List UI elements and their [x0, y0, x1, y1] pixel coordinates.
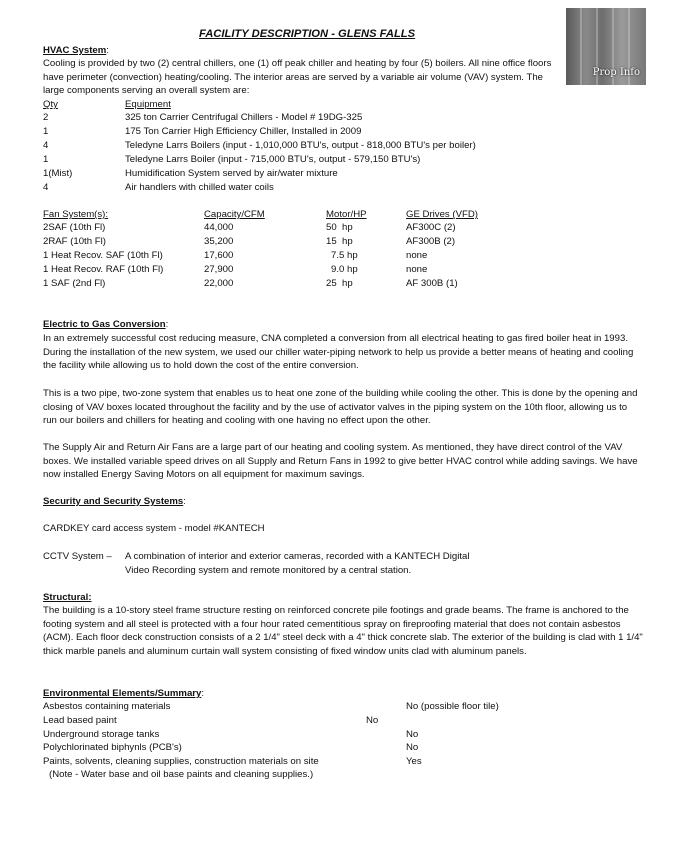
equipment-desc: 175 Ton Carrier High Efficiency Chiller, Installed in 2009	[125, 126, 362, 137]
structural-text: The building is a 10-story steel frame structure resting on reinforced concrete pile footings and grade beams. The frame is anchored to the footing system and all steel is protected with a four hour rated cementitious spray on fireproofing material that does not contain asbestos (ACM). Each floor deck construction consists of a 2 1/4" steel deck with a 4" thick concrete slab. The exterior of the building is clad with 1 1/4" thick marble panels and aluminum curtain wall system consisting of fixed window units clad with aluminum panels.	[43, 605, 643, 657]
property-photo[interactable]	[566, 8, 646, 85]
fan-drive: AF300B (2)	[406, 236, 456, 247]
electric-heading: Electric to Gas Conversion:	[43, 319, 169, 330]
env-item-value: No	[406, 729, 419, 740]
electric-paragraph-1: In an extremely successful cost reducing measure, CNA completed a conversion from all electrical heating to gas fired boiler heat in 1993. During the installation of the new system, we used our chiller water-piping network to help us provide a better means of heating and cooling the facility while allowing us to hold down the cost of the entire conversion.	[43, 333, 634, 371]
equipment-qty: 2	[43, 112, 49, 123]
fan-drive: none	[406, 250, 428, 261]
fan-motor: 15 hp	[326, 236, 353, 247]
motor-header: Motor/HP	[326, 209, 367, 220]
fan-system: 1 Heat Recov. RAF (10th Fl)	[43, 264, 164, 275]
env-item-label: Lead based paint	[43, 715, 117, 726]
hvac-heading: HVAC System:	[43, 45, 109, 56]
equipment-qty: 1	[43, 126, 49, 137]
equipment-qty: 4	[43, 140, 49, 151]
equipment-desc: Air handlers with chilled water coils	[125, 182, 274, 193]
env-item-value: No	[406, 742, 419, 753]
equipment-desc: Teledyne Larrs Boiler (input - 715,000 BTU's, output - 579,150 BTU's)	[125, 154, 421, 165]
fan-drive: AF300C (2)	[406, 222, 456, 233]
capacity-header: Capacity/CFM	[204, 209, 265, 220]
fan-system: 1 Heat Recov. SAF (10th Fl)	[43, 250, 163, 261]
env-note: (Note - Water base and oil base paints and cleaning supplies.)	[49, 769, 314, 780]
fan-capacity: 22,000	[204, 278, 234, 289]
equipment-desc: Humidification System served by air/water mixture	[125, 168, 338, 179]
cctv-line-1: A combination of interior and exterior cameras, recorded with a KANTECH Digital	[125, 551, 470, 562]
structural-heading: Structural:	[43, 592, 92, 603]
cardkey-text: CARDKEY card access system - model #KANTECH	[43, 523, 265, 534]
fan-drive: none	[406, 264, 428, 275]
cctv-label: CCTV System –	[43, 551, 112, 562]
env-item-value: Yes	[406, 756, 422, 767]
fan-motor: 50 hp	[326, 222, 353, 233]
fan-capacity: 27,900	[204, 264, 234, 275]
hvac-intro: Cooling is provided by two (2) central chillers, one (1) off peak chiller and heating by four (5) boilers. All nine office floors have perimeter (convection) heating/cooling. The interior areas are served by a variable air volume (VAV) system. The large components serving an overall system are:	[43, 58, 552, 96]
equipment-desc: Teledyne Larrs Boilers (input - 1,010,000 BTU's, output - 818,000 BTU's per boiler)	[125, 140, 476, 151]
cctv-line-2: Video Recording system and remote monitored by a central station.	[125, 565, 412, 576]
env-item-label: Underground storage tanks	[43, 729, 160, 740]
fan-system-header: Fan System(s):	[43, 209, 109, 220]
fan-motor: 25 hp	[326, 278, 353, 289]
fan-system: 1 SAF (2nd Fl)	[43, 278, 106, 289]
fan-capacity: 44,000	[204, 222, 234, 233]
environmental-heading: Environmental Elements/Summary:	[43, 688, 205, 699]
fan-capacity: 35,200	[204, 236, 234, 247]
page-title: FACILITY DESCRIPTION - GLENS FALLS	[199, 28, 416, 40]
fan-motor: 9.0 hp	[331, 264, 358, 275]
drives-header: GE Drives (VFD)	[406, 209, 478, 220]
fan-drive: AF 300B (1)	[406, 278, 458, 289]
env-item-value: No	[366, 715, 379, 726]
fan-capacity: 17,600	[204, 250, 234, 261]
fan-system: 2SAF (10th Fl)	[43, 222, 106, 233]
equipment-qty: 1(Mist)	[43, 168, 73, 179]
equipment-qty: 1	[43, 154, 49, 165]
fan-system: 2RAF (10th Fl)	[43, 236, 106, 247]
equipment-header: Equipment	[125, 99, 171, 110]
env-item-label: Paints, solvents, cleaning supplies, construction materials on site	[43, 756, 319, 767]
qty-header: Qty	[43, 99, 58, 110]
env-item-label: Polychlorinated biphynls (PCB's)	[43, 742, 182, 753]
electric-paragraph-2: This is a two pipe, two-zone system that enables us to heat one zone of the building while cooling the other. This is done by the opening and closing of VAV boxes located throughout the facility and by the use of activator valves in the piping system on the 10th floor, allowing us to run our boilers and chillers for heating and cooling with one having no effect upon the other.	[43, 388, 638, 426]
electric-paragraph-3: The Supply Air and Return Air Fans are a large part of our heating and cooling system. As mentioned, they have direct control of the VAV boxes. We installed variable speed drives on all Supply and Return Fans in 1992 to give better HVAC control while adding savings. We have now installed Energy Saving Motors on all equipment for maximum savings.	[43, 442, 638, 480]
photo-label: Prop Info	[592, 66, 640, 78]
env-item-value: No (possible floor tile)	[406, 701, 499, 712]
security-heading: Security and Security Systems:	[43, 496, 186, 507]
fan-motor: 7.5 hp	[331, 250, 358, 261]
env-item-label: Asbestos containing materials	[43, 701, 171, 712]
equipment-qty: 4	[43, 182, 49, 193]
equipment-desc: 325 ton Carrier Centrifugal Chillers - Model # 19DG-325	[125, 112, 363, 123]
